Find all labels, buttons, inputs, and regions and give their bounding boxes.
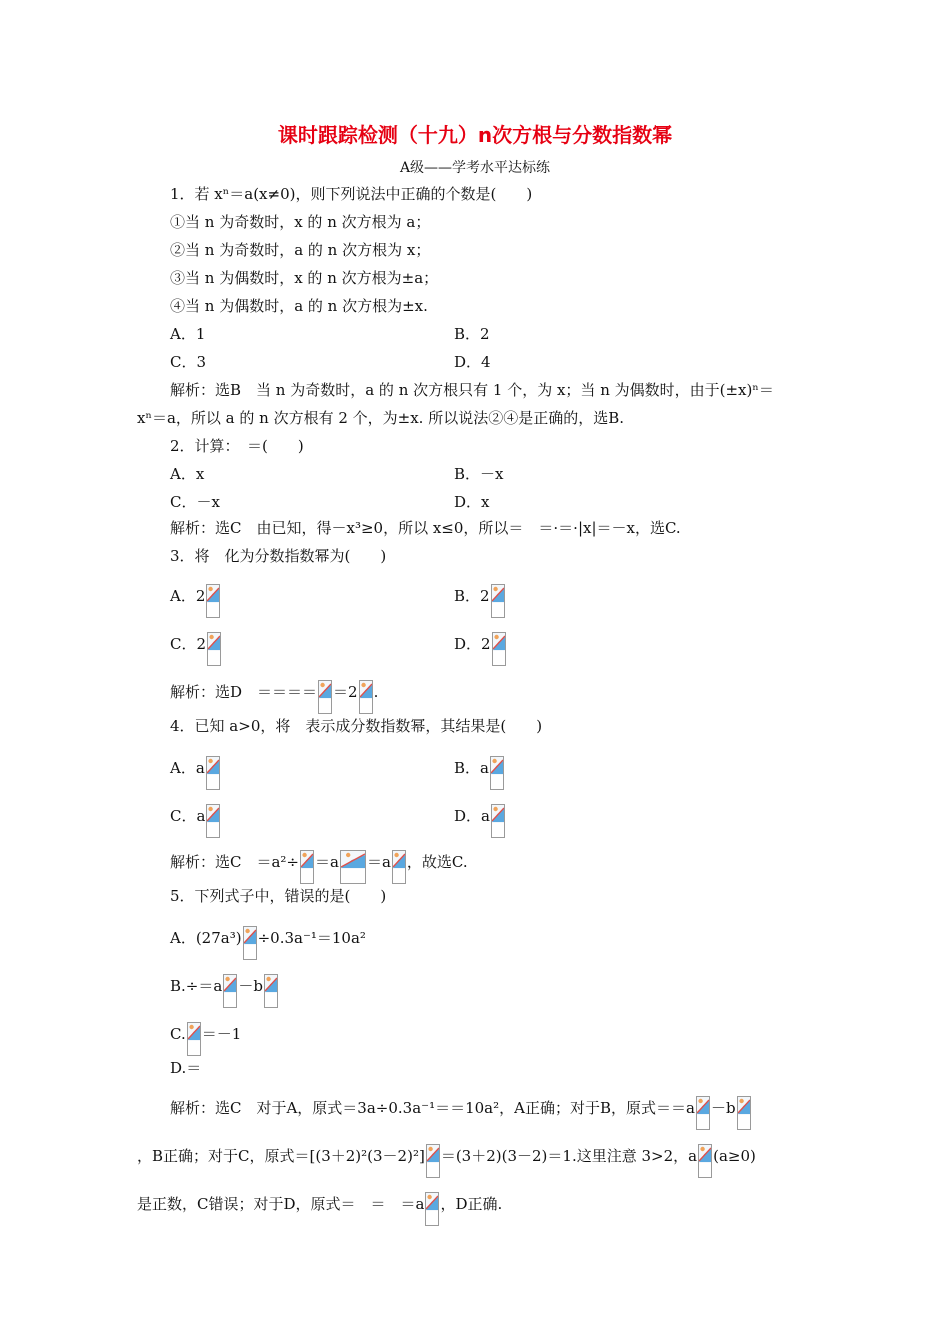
q1-analysis-line2: xⁿ＝a，所以 a 的 n 次方根有 2 个，为±x. 所以说法②④是正确的，选B.: [137, 409, 625, 427]
q4-analysis: 解析：选C ＝a²÷ ＝a ＝a ，故选C.: [170, 850, 468, 884]
broken-image-icon: [426, 1144, 440, 1178]
broken-image-icon: [223, 974, 237, 1008]
q1-option-c: C．3: [170, 353, 207, 371]
q4-option-a: A．a: [170, 756, 221, 790]
q5-analysis-line1: 解析：选C 对于A，原式＝3a÷0.3a⁻¹＝＝10a²，A正确；对于B，原式＝＝a －b: [170, 1096, 752, 1130]
page-title: 课时跟踪检测（十九）n次方根与分数指数幂: [277, 123, 673, 147]
q2-option-b: B．－x: [454, 465, 504, 483]
broken-image-icon: [491, 584, 505, 618]
q1-option-a: A．1: [170, 325, 206, 343]
q3-option-c: C．2: [170, 632, 222, 666]
q3-option-b: B．2: [454, 584, 506, 618]
broken-image-icon: [187, 1022, 201, 1056]
broken-image-icon: [392, 850, 406, 884]
q5-option-b: B.÷＝a －b: [170, 974, 279, 1008]
broken-image-icon: [300, 850, 314, 884]
broken-image-icon: [340, 850, 366, 884]
broken-image-icon: [490, 756, 504, 790]
q5-analysis-line3: 是正数，C错误；对于D，原式＝ ＝ ＝a ，D正确.: [137, 1192, 502, 1226]
q4-option-b: B．a: [454, 756, 505, 790]
q4-option-c: C．a: [170, 804, 221, 838]
broken-image-icon: [318, 680, 332, 714]
q3-stem: 3．将 化为分数指数幂为( ): [170, 547, 387, 565]
broken-image-icon: [207, 632, 221, 666]
q5-option-a: A．(27a³) ÷0.3a⁻¹＝10a²: [170, 926, 366, 960]
q1-stem: 1．若 xⁿ＝a(x≠0)，则下列说法中正确的个数是( ): [170, 185, 533, 203]
q5-option-c: C. ＝－1: [170, 1022, 241, 1056]
broken-image-icon: [696, 1096, 710, 1130]
q2-option-a: A．x: [170, 465, 205, 483]
q4-stem: 4．已知 a>0，将 表示成分数指数幂，其结果是( ): [170, 717, 543, 735]
broken-image-icon: [491, 804, 505, 838]
broken-image-icon: [206, 756, 220, 790]
q1-option-d: D．4: [454, 353, 491, 371]
broken-image-icon: [243, 926, 257, 960]
q1-option-b: B．2: [454, 325, 490, 343]
q3-option-a: A．2: [170, 584, 221, 618]
section-subtitle: A级——学考水平达标练: [399, 160, 551, 176]
q5-stem: 5．下列式子中，错误的是( ): [170, 887, 387, 905]
broken-image-icon: [359, 680, 373, 714]
broken-image-icon: [698, 1144, 712, 1178]
q3-analysis: 解析：选D ＝＝＝＝ ＝2 .: [170, 680, 378, 714]
q2-option-c: C．－x: [170, 493, 220, 511]
q1-analysis-line1: 解析：选B 当 n 为奇数时，a 的 n 次方根只有 1 个，为 x；当 n 为偶数时，由于(±x)ⁿ＝: [170, 381, 774, 399]
q1-item-1: ①当 n 为奇数时，x 的 n 次方根为 a；: [170, 213, 431, 231]
q2-option-d: D．x: [454, 493, 490, 511]
q2-stem: 2．计算： ＝( ): [170, 437, 304, 455]
q1-item-3: ③当 n 为偶数时，x 的 n 次方根为±a；: [170, 269, 439, 287]
broken-image-icon: [492, 632, 506, 666]
q5-analysis-line2: ，B正确；对于C，原式＝[(3＋2)²(3－2)²] ＝(3＋2)(3－2)＝1.这里注意 3>2，a (a≥0): [137, 1144, 756, 1178]
broken-image-icon: [264, 974, 278, 1008]
q5-option-d: D.＝: [170, 1059, 202, 1077]
broken-image-icon: [737, 1096, 751, 1130]
q2-analysis: 解析：选C 由已知，得－x³≥0，所以 x≤0，所以＝ ＝·＝·|x|＝－x，选C.: [170, 519, 681, 537]
q1-item-2: ②当 n 为奇数时，a 的 n 次方根为 x；: [170, 241, 431, 259]
q1-item-4: ④当 n 为偶数时，a 的 n 次方根为±x.: [170, 297, 428, 315]
q3-option-d: D．2: [454, 632, 507, 666]
broken-image-icon: [206, 584, 220, 618]
broken-image-icon: [425, 1192, 439, 1226]
broken-image-icon: [206, 804, 220, 838]
q4-option-d: D．a: [454, 804, 506, 838]
